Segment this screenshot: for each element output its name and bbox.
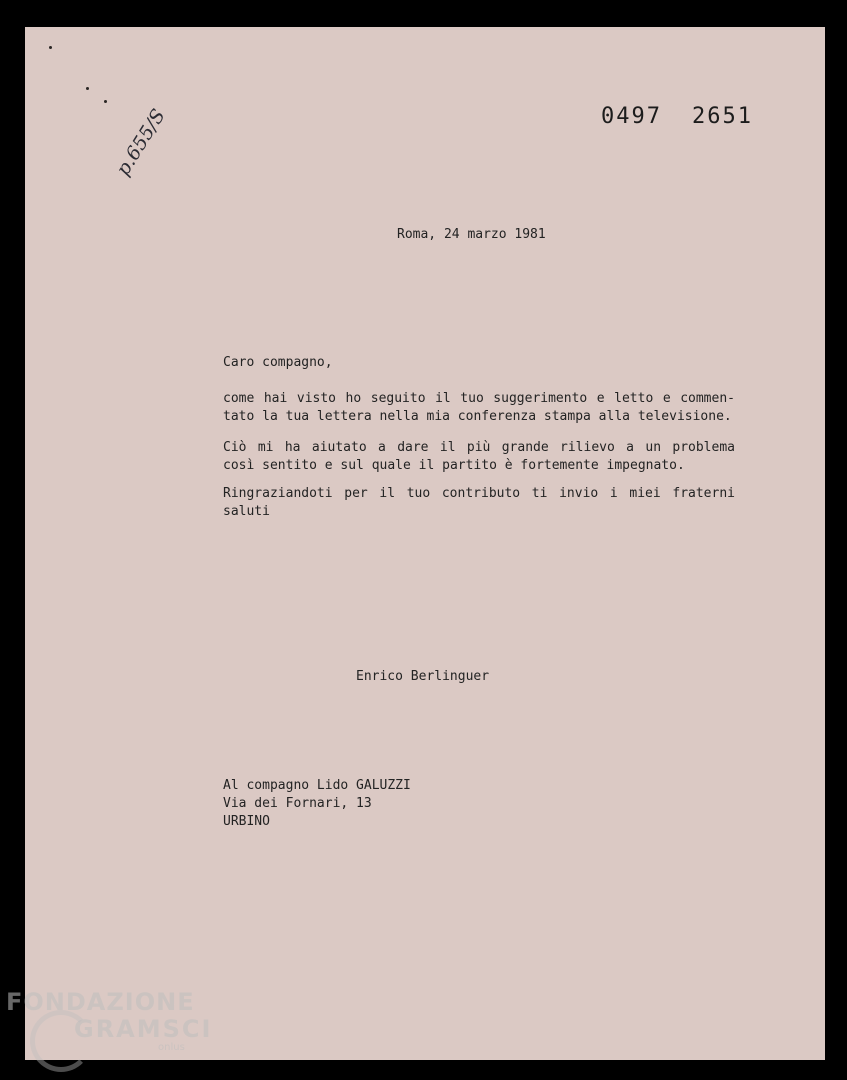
- salutation: Caro compagno,: [223, 355, 333, 370]
- addressee-line-2: Via dei Fornari, 13: [223, 796, 372, 811]
- archive-number-part1: 0497: [601, 104, 662, 129]
- addressee-line-3: URBINO: [223, 814, 270, 829]
- handwritten-note: p.655/S: [112, 105, 170, 180]
- paragraph-2: [223, 439, 735, 475]
- paper-speck: [86, 87, 89, 90]
- watermark-line-1: FONDAZIONE: [6, 988, 195, 1016]
- archive-number-part2: 2651: [692, 104, 753, 129]
- letter-page: [25, 27, 825, 1060]
- watermark-line-2: GRAMSCI: [74, 1015, 213, 1043]
- paragraph-line: come hai visto ho seguito il tuo suggerimento e letto e commen-: [223, 391, 735, 406]
- watermark-logo: [6, 988, 212, 1054]
- addressee-line-1: Al compagno Lido GALUZZI: [223, 778, 411, 793]
- paper-speck: [49, 46, 52, 49]
- watermark-line-3: onlus: [158, 1042, 185, 1053]
- paragraph-line: così sentito e sul quale il partito è fortemente impegnato.: [223, 458, 685, 473]
- signature: Enrico Berlinguer: [356, 669, 490, 684]
- paragraph-line: saluti: [223, 504, 270, 519]
- paragraph-1: [223, 390, 735, 426]
- paragraph-3: [223, 485, 735, 521]
- paragraph-line: tato la tua lettera nella mia conferenza stampa alla televisione.: [223, 409, 732, 424]
- paragraph-line: Ciò mi ha aiutato a dare il più grande rilievo a un problema: [223, 440, 735, 455]
- paper-speck: [104, 100, 107, 103]
- paragraph-line: Ringraziandoti per il tuo contributo ti invio i miei fraterni: [223, 486, 735, 501]
- date-line: Roma, 24 marzo 1981: [397, 227, 546, 242]
